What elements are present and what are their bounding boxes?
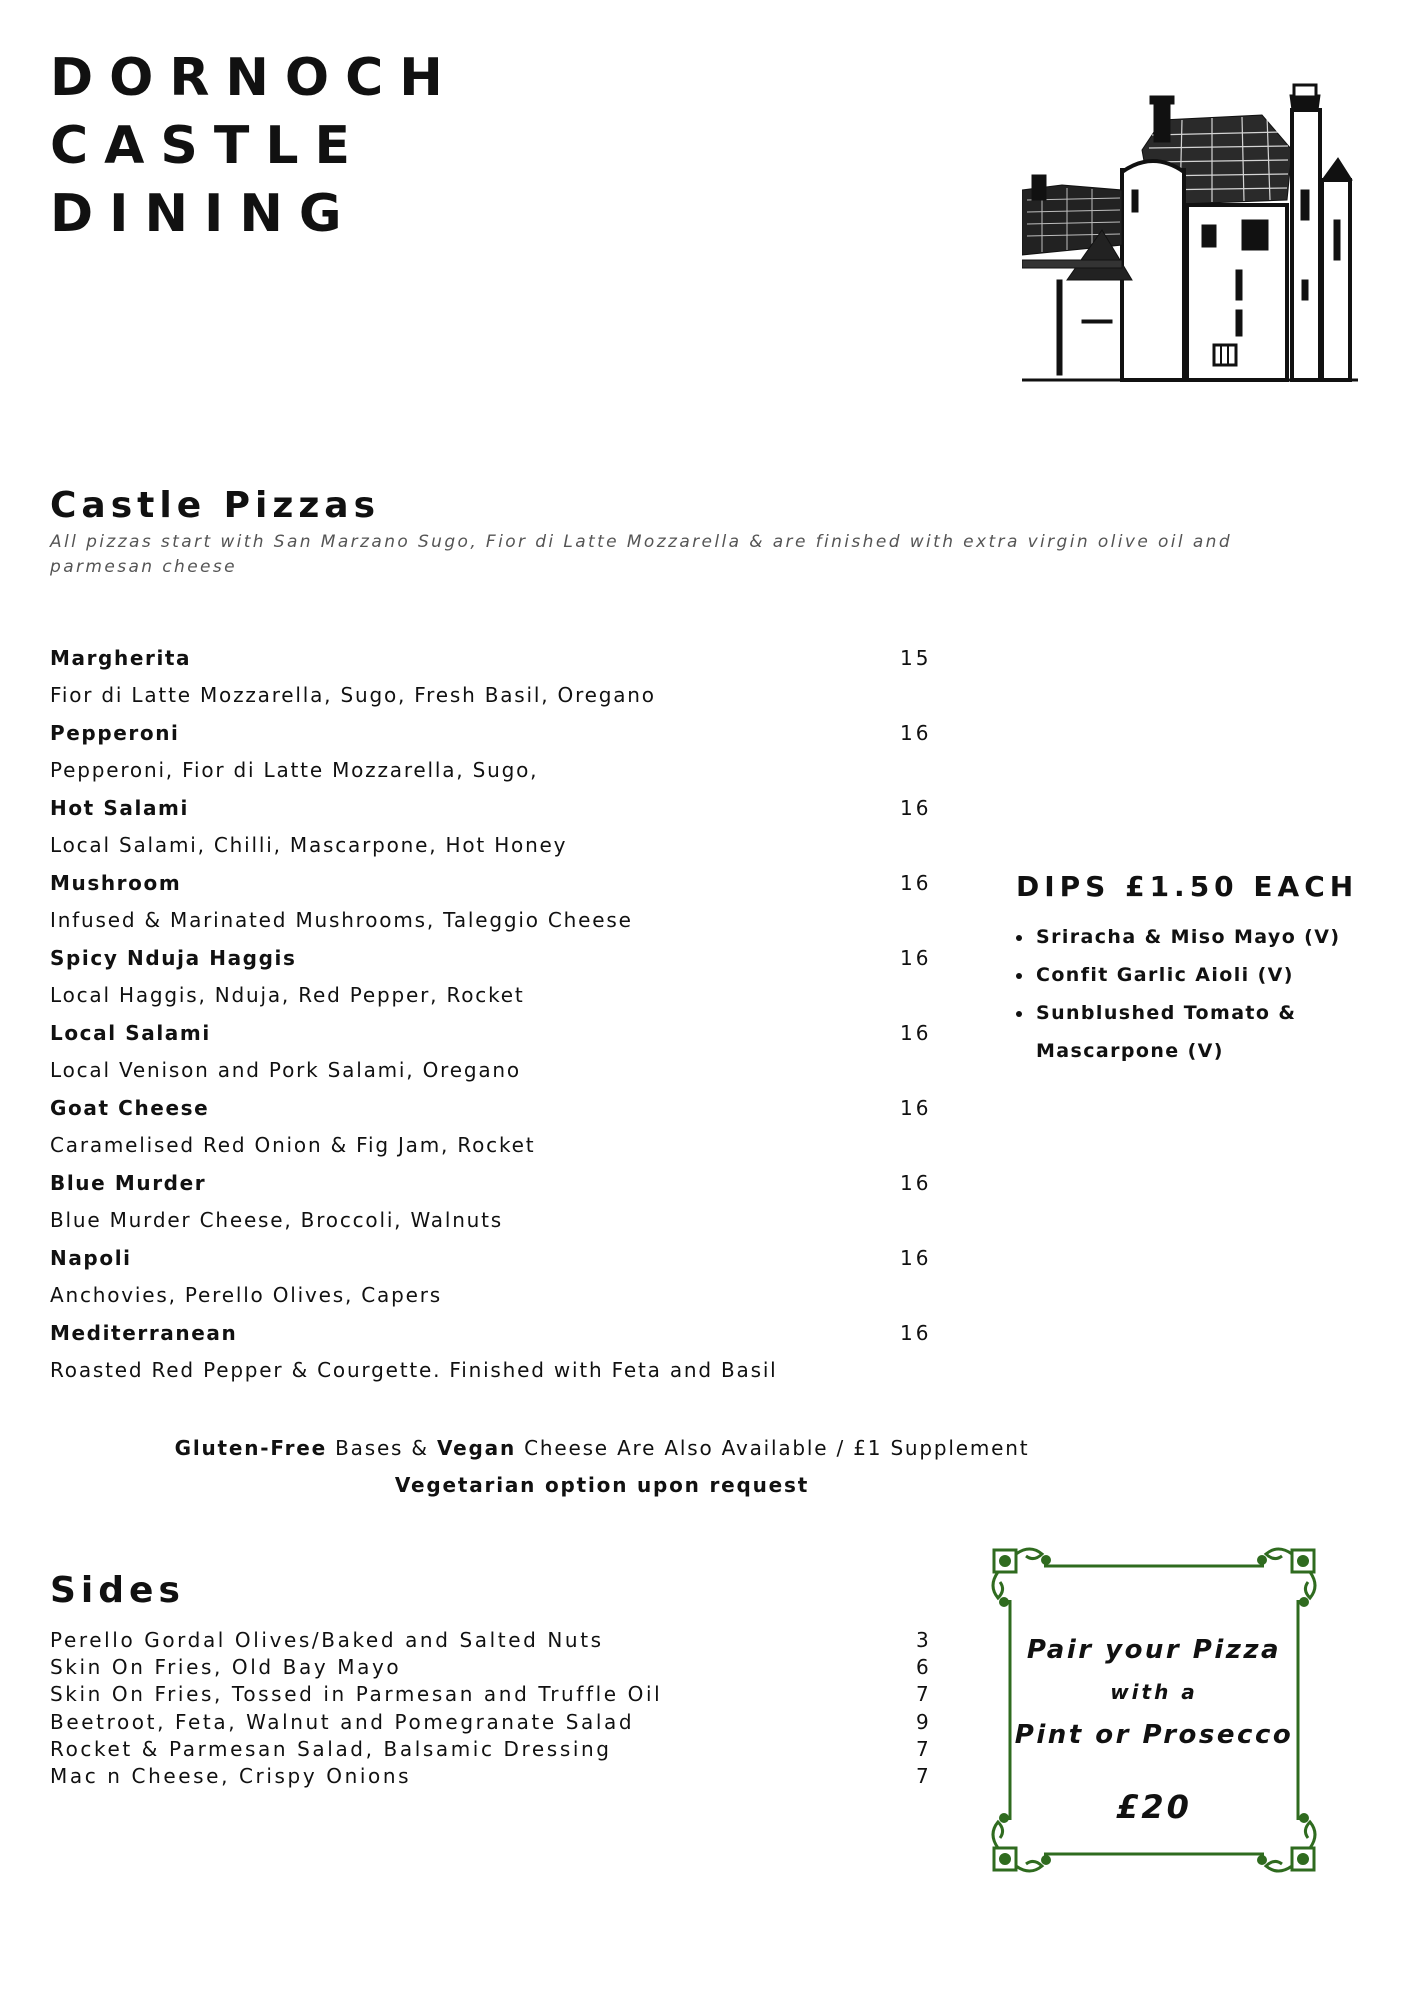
- sides-list: [50, 1627, 930, 1790]
- pizza-name: Mediterranean: [50, 1321, 238, 1345]
- promo-line-2: with a: [1110, 1680, 1198, 1704]
- dietary-notes: [0, 1430, 1204, 1504]
- dip-item: • Sriracha & Miso Mayo (V): [1034, 918, 1374, 956]
- pizza-price: 16: [900, 1321, 932, 1345]
- pizza-item: [50, 1170, 930, 1245]
- side-name: Beetroot, Feta, Walnut and Pomegranate Salad: [50, 1709, 635, 1734]
- pizza-price: 16: [900, 1246, 932, 1270]
- pizza-item: [50, 645, 930, 720]
- title-line-3: DINING: [50, 184, 358, 244]
- side-name: Skin On Fries, Old Bay Mayo: [50, 1655, 402, 1680]
- promo-price: £20: [1116, 1788, 1192, 1826]
- dip-item: • Confit Garlic Aioli (V): [1034, 956, 1374, 994]
- pizza-price: 16: [900, 1171, 932, 1195]
- side-item: [50, 1627, 930, 1654]
- pizza-item: [50, 1320, 930, 1395]
- pizza-name: Mushroom: [50, 871, 182, 895]
- pizza-list: [50, 645, 930, 1395]
- dips-heading: DIPS £1.50 EACH: [1016, 870, 1359, 903]
- dip-item: • Sunblushed Tomato & Mascarpone (V): [1034, 994, 1374, 1070]
- pizza-description: Local Venison and Pork Salami, Oregano: [50, 1058, 521, 1082]
- vegan-label: Vegan: [436, 1436, 516, 1460]
- pizza-name: Local Salami: [50, 1021, 211, 1045]
- pizza-price: 16: [900, 946, 932, 970]
- promo-line-1: Pair your Pizza: [1026, 1635, 1282, 1665]
- pizza-name: Hot Salami: [50, 796, 189, 820]
- side-price: 3: [916, 1628, 929, 1652]
- side-item: [50, 1736, 930, 1763]
- pizza-item: [50, 870, 930, 945]
- pizza-name: Spicy Nduja Haggis: [50, 946, 297, 970]
- sides-heading: Sides: [50, 1570, 185, 1611]
- title-line-1: DORNOCH: [50, 48, 459, 108]
- pizza-price: 16: [900, 721, 932, 745]
- side-name: Skin On Fries, Tossed in Parmesan and Truffle Oil: [50, 1682, 663, 1707]
- pizza-description: Infused & Marinated Mushrooms, Taleggio Cheese: [50, 908, 633, 932]
- side-price: 7: [916, 1682, 929, 1707]
- side-name: Perello Gordal Olives/Baked and Salted Nuts: [50, 1628, 604, 1652]
- pizzas-heading: Castle Pizzas: [50, 485, 380, 526]
- side-item: [50, 1763, 930, 1790]
- side-item: [50, 1681, 930, 1708]
- dips-list: [1010, 918, 1374, 1070]
- gluten-free-vegan-note: [0, 1430, 1204, 1467]
- pizza-description: Caramelised Red Onion & Fig Jam, Rocket: [50, 1133, 536, 1157]
- side-price: 9: [916, 1709, 929, 1734]
- pizza-price: 15: [900, 646, 932, 670]
- pizza-price: 16: [900, 796, 932, 820]
- pizza-price: 16: [900, 1096, 932, 1120]
- pizza-item: [50, 720, 930, 795]
- pizza-description: Fior di Latte Mozzarella, Sugo, Fresh Basil, Oregano: [50, 683, 656, 707]
- pizza-description: Pepperoni, Fior di Latte Mozzarella, Sugo,: [50, 758, 539, 782]
- restaurant-title: [50, 44, 459, 248]
- pizza-item: [50, 1095, 930, 1170]
- pizza-item: [50, 945, 930, 1020]
- side-price: 7: [916, 1763, 929, 1788]
- pizza-description: Local Haggis, Nduja, Red Pepper, Rocket: [50, 983, 525, 1007]
- pizza-description: Local Salami, Chilli, Mascarpone, Hot Honey: [50, 833, 568, 857]
- supplement-text: Cheese Are Also Available / £1 Supplement: [515, 1436, 1030, 1460]
- vegetarian-text: Vegetarian option upon request: [394, 1473, 810, 1497]
- pizzas-intro: All pizzas start with San Marzano Sugo, Fior di Latte Mozzarella & are finished with extra virgin olive oil and parmesan cheese: [50, 532, 1233, 577]
- pizza-price: 16: [900, 1021, 932, 1045]
- pizza-name: Napoli: [50, 1246, 132, 1270]
- pizza-item: [50, 1245, 930, 1320]
- castle-illustration: [1022, 80, 1358, 390]
- side-name: Mac n Cheese, Crispy Onions: [50, 1763, 412, 1788]
- pizza-name: Goat Cheese: [50, 1096, 210, 1120]
- pizza-name: Blue Murder: [50, 1171, 207, 1195]
- side-item: [50, 1709, 930, 1736]
- side-price: 7: [916, 1736, 929, 1761]
- title-line-2: CASTLE: [50, 116, 366, 176]
- pizza-price: 16: [900, 871, 932, 895]
- pizza-item: [50, 1020, 930, 1095]
- bases-text: Bases &: [326, 1436, 437, 1460]
- pizza-description: Blue Murder Cheese, Broccoli, Walnuts: [50, 1208, 504, 1232]
- side-name: Rocket & Parmesan Salad, Balsamic Dressing: [50, 1736, 612, 1761]
- side-item: [50, 1654, 930, 1681]
- vegetarian-note: [0, 1467, 1204, 1504]
- pizza-description: Roasted Red Pepper & Courgette. Finished with Feta and Basil: [50, 1358, 778, 1382]
- gluten-free-label: Gluten-Free: [174, 1436, 327, 1460]
- pizza-name: Margherita: [50, 646, 192, 670]
- pizza-name: Pepperoni: [50, 721, 180, 745]
- promo-line-3: Pint or Prosecco: [1014, 1720, 1294, 1750]
- pizza-description: Anchovies, Perello Olives, Capers: [50, 1283, 442, 1307]
- pizza-item: [50, 795, 930, 870]
- ornamental-frame: [984, 1540, 1324, 1880]
- side-price: 6: [916, 1655, 929, 1680]
- pizza-pairing-promo: [984, 1540, 1324, 1880]
